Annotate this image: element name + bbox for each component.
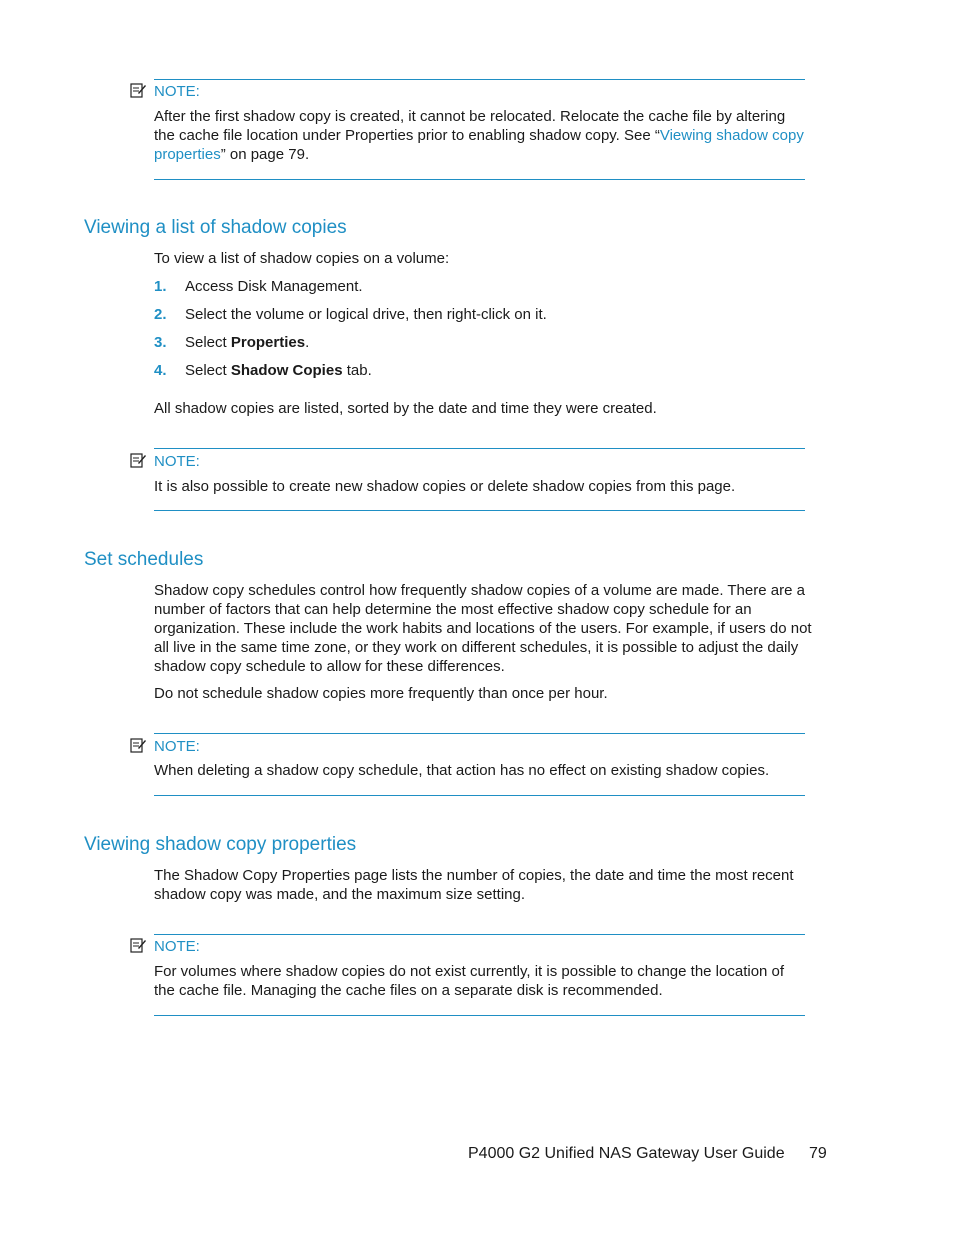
footer-page-number: 79 bbox=[809, 1145, 827, 1162]
note-4-label: NOTE: bbox=[154, 938, 200, 955]
step-4-bold: Shadow Copies bbox=[230, 362, 343, 379]
note-pencil-icon bbox=[130, 737, 146, 753]
note-pencil-icon bbox=[130, 452, 146, 468]
note-4-top-rule bbox=[154, 934, 805, 935]
viewing-shadow-copy-properties-link[interactable]: Viewing shadow copy properties bbox=[154, 127, 804, 163]
note-1-top-rule bbox=[154, 79, 805, 80]
step-3-number: 3. bbox=[154, 334, 167, 351]
section-2-paragraph-1: Shadow copy schedules control how frequently shadow copies of a volume are made. There are a number of factors that can help determine the most effective shadow copy schedule for an organization. These include the work habits and locations of the users. For example, if users do not all live in the same time zone, or they work on different schedules, it is possible to adjust the daily shadow copy schedule to allow for these differences. bbox=[154, 582, 812, 675]
section-3-paragraph-1: The Shadow Copy Properties page lists the number of copies, the date and time the most recent shadow copy was made, and the maximum size setting. bbox=[154, 867, 794, 903]
note-pencil-icon bbox=[130, 82, 146, 98]
step-2-number: 2. bbox=[154, 306, 167, 323]
section-heading-viewing-properties: Viewing shadow copy properties bbox=[84, 834, 357, 855]
step-3-text bbox=[185, 333, 309, 352]
step-1-pre: Access Disk Management. bbox=[185, 278, 363, 295]
section-2-paragraph-2: Do not schedule shadow copies more frequently than once per hour. bbox=[154, 685, 608, 702]
step-4-text bbox=[185, 361, 372, 380]
note-2-text: It is also possible to create new shadow copies or delete shadow copies from this page. bbox=[154, 478, 736, 495]
note-1-text bbox=[154, 107, 804, 164]
step-4-post: tab. bbox=[342, 362, 372, 379]
footer-guide-title: P4000 G2 Unified NAS Gateway User Guide bbox=[468, 1145, 785, 1162]
step-3-bold: Properties bbox=[230, 334, 306, 351]
note-4-bottom-rule bbox=[154, 1015, 805, 1016]
step-1-number: 1. bbox=[154, 278, 167, 295]
step-4-pre: Select bbox=[185, 362, 231, 379]
note-pencil-icon bbox=[130, 937, 146, 953]
note-3-top-rule bbox=[154, 733, 805, 734]
note-4-text: For volumes where shadow copies do not exist currently, it is possible to change the location of the cache file. Managing the cache files on a separate disk is recommended. bbox=[154, 963, 785, 999]
note-1-bottom-rule bbox=[154, 179, 805, 180]
section-1-intro: To view a list of shadow copies on a volume: bbox=[154, 250, 450, 267]
note-3-label: NOTE: bbox=[154, 738, 200, 755]
step-1-text bbox=[185, 277, 363, 296]
step-3-pre: Select bbox=[185, 334, 231, 351]
step-2-text bbox=[185, 305, 547, 324]
section-heading-set-schedules: Set schedules bbox=[84, 549, 204, 570]
step-3-post: . bbox=[305, 334, 310, 351]
note-1-text-before: After the first shadow copy is created, it cannot be relocated. Relocate the cache file by altering the cache file location under Properties prior to enabling shadow copy. See “ bbox=[154, 108, 786, 144]
note-2-bottom-rule bbox=[154, 510, 805, 511]
note-2-label: NOTE: bbox=[154, 453, 200, 470]
step-4-number: 4. bbox=[154, 362, 167, 379]
note-2-top-rule bbox=[154, 448, 805, 449]
section-heading-viewing-list: Viewing a list of shadow copies bbox=[84, 217, 347, 238]
note-3-bottom-rule bbox=[154, 795, 805, 796]
step-2-pre: Select the volume or logical drive, then right-click on it. bbox=[185, 306, 547, 323]
note-1-label: NOTE: bbox=[154, 83, 200, 100]
note-3-text: When deleting a shadow copy schedule, that action has no effect on existing shadow copies. bbox=[154, 762, 770, 779]
section-1-after: All shadow copies are listed, sorted by the date and time they were created. bbox=[154, 400, 657, 417]
note-1-text-after: ” on page 79. bbox=[220, 146, 310, 163]
